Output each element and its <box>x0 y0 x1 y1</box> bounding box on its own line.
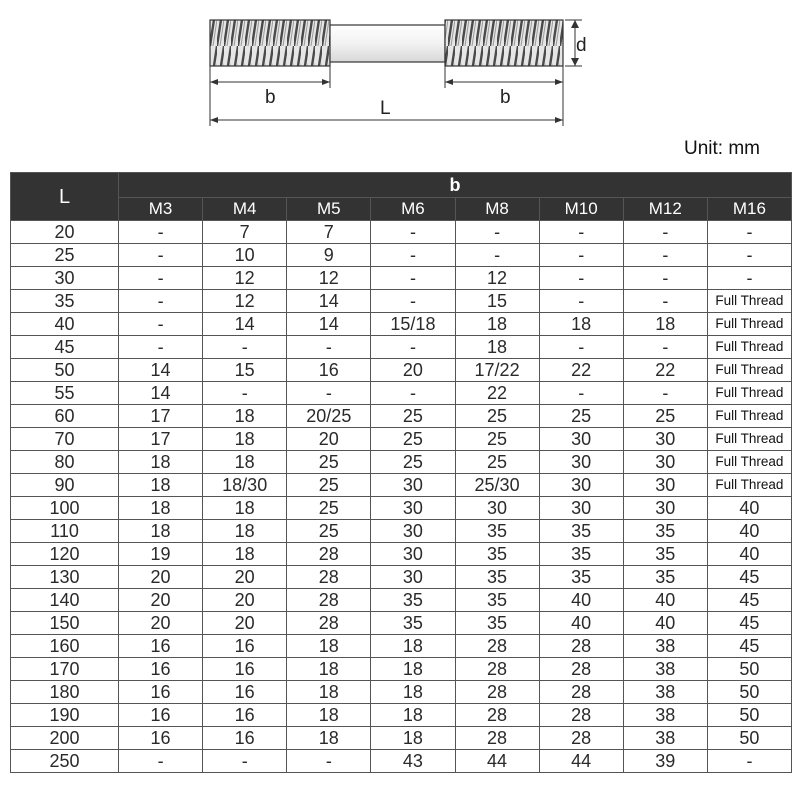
thread-length-cell: - <box>623 267 707 290</box>
table-row <box>11 566 792 589</box>
thread-length-cell: - <box>119 244 203 267</box>
length-cell: 130 <box>11 566 119 589</box>
L-label: L <box>380 98 391 119</box>
table-row <box>11 428 792 451</box>
table-row <box>11 727 792 750</box>
table-row <box>11 704 792 727</box>
length-cell: 40 <box>11 313 119 336</box>
thread-length-cell: - <box>623 382 707 405</box>
length-cell: 20 <box>11 221 119 244</box>
table-row <box>11 589 792 612</box>
length-cell: 35 <box>11 290 119 313</box>
thread-length-cell: 16 <box>119 658 203 681</box>
thread-length-cell: - <box>119 313 203 336</box>
thread-length-cell: 16 <box>203 727 287 750</box>
thread-length-cell: 38 <box>623 704 707 727</box>
thread-length-cell: 16 <box>119 727 203 750</box>
thread-length-cell: 18 <box>287 727 371 750</box>
length-cell: 140 <box>11 589 119 612</box>
thread-length-cell: 25 <box>287 451 371 474</box>
thread-length-cell: 18 <box>203 543 287 566</box>
length-cell: 170 <box>11 658 119 681</box>
thread-length-cell: 15 <box>203 359 287 382</box>
thread-length-cell: 18 <box>371 681 455 704</box>
thread-length-cell: Full Thread <box>707 336 791 359</box>
spec-table <box>10 172 792 773</box>
thread-length-cell: - <box>707 267 791 290</box>
thread-length-cell: 12 <box>203 267 287 290</box>
thread-length-cell: 28 <box>539 727 623 750</box>
thread-length-cell: 18 <box>539 313 623 336</box>
size-header-m10: M10 <box>539 198 623 221</box>
length-cell: 180 <box>11 681 119 704</box>
length-cell: 120 <box>11 543 119 566</box>
thread-length-cell: 40 <box>707 497 791 520</box>
table-row <box>11 267 792 290</box>
thread-length-cell: 28 <box>287 543 371 566</box>
thread-length-cell: 30 <box>371 543 455 566</box>
thread-length-cell: 40 <box>623 589 707 612</box>
thread-length-cell: 18 <box>119 474 203 497</box>
thread-length-cell: 43 <box>371 750 455 773</box>
thread-length-cell: 18 <box>203 405 287 428</box>
thread-length-cell: 28 <box>287 612 371 635</box>
thread-length-cell: - <box>119 750 203 773</box>
thread-length-cell: - <box>119 336 203 359</box>
thread-length-cell: 25 <box>455 428 539 451</box>
thread-length-cell: 16 <box>119 681 203 704</box>
thread-length-cell: 18 <box>287 635 371 658</box>
thread-length-cell: 16 <box>203 658 287 681</box>
length-cell: 90 <box>11 474 119 497</box>
thread-length-cell: 20 <box>119 566 203 589</box>
thread-length-cell: 14 <box>203 313 287 336</box>
thread-length-cell: 12 <box>287 267 371 290</box>
thread-length-cell: 35 <box>455 520 539 543</box>
table-row <box>11 382 792 405</box>
thread-length-cell: 30 <box>623 497 707 520</box>
thread-length-cell: 7 <box>203 221 287 244</box>
thread-length-cell: 18 <box>287 681 371 704</box>
thread-length-cell: 17 <box>119 428 203 451</box>
thread-length-cell: 35 <box>455 566 539 589</box>
thread-length-cell: 35 <box>623 566 707 589</box>
thread-length-cell: - <box>287 750 371 773</box>
thread-length-cell: 35 <box>455 589 539 612</box>
thread-length-cell: - <box>203 750 287 773</box>
thread-length-cell: 18 <box>455 313 539 336</box>
header-L: L <box>11 173 119 221</box>
thread-length-cell: 50 <box>707 727 791 750</box>
thread-length-cell: 14 <box>119 382 203 405</box>
thread-length-cell: - <box>707 221 791 244</box>
thread-length-cell: 20/25 <box>287 405 371 428</box>
thread-length-cell: 35 <box>623 520 707 543</box>
thread-length-cell: 28 <box>455 658 539 681</box>
length-cell: 100 <box>11 497 119 520</box>
thread-length-cell: 9 <box>287 244 371 267</box>
thread-length-cell: Full Thread <box>707 474 791 497</box>
thread-length-cell: 30 <box>623 474 707 497</box>
thread-length-cell: 28 <box>455 681 539 704</box>
thread-length-cell: 25 <box>287 497 371 520</box>
thread-length-cell: 25 <box>287 474 371 497</box>
thread-length-cell: 28 <box>539 681 623 704</box>
thread-length-cell: 20 <box>119 612 203 635</box>
length-cell: 80 <box>11 451 119 474</box>
thread-length-cell: 35 <box>539 543 623 566</box>
thread-length-cell: 35 <box>455 612 539 635</box>
length-cell: 250 <box>11 750 119 773</box>
thread-length-cell: - <box>623 244 707 267</box>
thread-length-cell: 30 <box>539 428 623 451</box>
thread-length-cell: 18 <box>371 727 455 750</box>
length-cell: 150 <box>11 612 119 635</box>
right-thread <box>445 20 563 66</box>
thread-length-cell: 45 <box>707 635 791 658</box>
table-body <box>11 221 792 773</box>
table-row <box>11 359 792 382</box>
thread-length-cell: 28 <box>455 727 539 750</box>
thread-length-cell: 30 <box>371 566 455 589</box>
thread-length-cell: 19 <box>119 543 203 566</box>
thread-length-cell: - <box>623 336 707 359</box>
thread-length-cell: 14 <box>287 290 371 313</box>
thread-length-cell: - <box>455 244 539 267</box>
thread-length-cell: 18 <box>203 497 287 520</box>
table-row <box>11 612 792 635</box>
table-row <box>11 543 792 566</box>
d-label: d <box>576 35 587 56</box>
thread-length-cell: 25 <box>455 451 539 474</box>
thread-length-cell: 18 <box>287 658 371 681</box>
thread-length-cell: 25 <box>371 405 455 428</box>
thread-length-cell: 14 <box>119 359 203 382</box>
thread-length-cell: - <box>119 221 203 244</box>
thread-length-cell: 18 <box>119 497 203 520</box>
table-row <box>11 221 792 244</box>
thread-length-cell: 30 <box>623 451 707 474</box>
thread-length-cell: - <box>707 244 791 267</box>
thread-length-cell: 35 <box>371 589 455 612</box>
thread-length-cell: 44 <box>455 750 539 773</box>
thread-length-cell: 18 <box>119 451 203 474</box>
thread-length-cell: 35 <box>539 566 623 589</box>
b-label-right: b <box>500 87 511 108</box>
thread-length-cell: - <box>371 221 455 244</box>
thread-length-cell: 30 <box>371 497 455 520</box>
thread-length-cell: 15 <box>455 290 539 313</box>
thread-length-cell: - <box>539 221 623 244</box>
thread-length-cell: 50 <box>707 681 791 704</box>
thread-length-cell: 16 <box>287 359 371 382</box>
thread-length-cell: 7 <box>287 221 371 244</box>
thread-length-cell: 45 <box>707 566 791 589</box>
thread-length-cell: 40 <box>707 520 791 543</box>
thread-length-cell: - <box>119 290 203 313</box>
thread-length-cell: 40 <box>539 612 623 635</box>
thread-length-cell: 18 <box>287 704 371 727</box>
length-cell: 160 <box>11 635 119 658</box>
thread-length-cell: 25 <box>371 451 455 474</box>
thread-length-cell: 25/30 <box>455 474 539 497</box>
thread-length-cell: 18 <box>623 313 707 336</box>
thread-length-cell: 35 <box>455 543 539 566</box>
size-header-m6: M6 <box>371 198 455 221</box>
length-cell: 55 <box>11 382 119 405</box>
thread-length-cell: 45 <box>707 589 791 612</box>
thread-length-cell: Full Thread <box>707 382 791 405</box>
table-row <box>11 750 792 773</box>
thread-length-cell: - <box>203 336 287 359</box>
thread-length-cell: 40 <box>707 543 791 566</box>
thread-length-cell: - <box>707 750 791 773</box>
thread-length-cell: 20 <box>119 589 203 612</box>
thread-length-cell: 18 <box>203 520 287 543</box>
thread-length-cell: 20 <box>371 359 455 382</box>
thread-length-cell: - <box>539 336 623 359</box>
length-cell: 70 <box>11 428 119 451</box>
thread-length-cell: 16 <box>119 635 203 658</box>
thread-length-cell: - <box>371 290 455 313</box>
size-header-m12: M12 <box>623 198 707 221</box>
thread-length-cell: Full Thread <box>707 451 791 474</box>
thread-length-cell: - <box>539 382 623 405</box>
left-thread <box>210 20 330 66</box>
size-header-m8: M8 <box>455 198 539 221</box>
thread-length-cell: Full Thread <box>707 313 791 336</box>
thread-length-cell: 35 <box>371 612 455 635</box>
thread-length-cell: - <box>539 290 623 313</box>
thread-length-cell: 38 <box>623 658 707 681</box>
thread-length-cell: 28 <box>287 589 371 612</box>
thread-length-cell: 14 <box>287 313 371 336</box>
thread-length-cell: 18 <box>371 635 455 658</box>
thread-length-cell: - <box>371 336 455 359</box>
thread-length-cell: 50 <box>707 704 791 727</box>
thread-length-cell: 28 <box>455 635 539 658</box>
thread-length-cell: 40 <box>623 612 707 635</box>
thread-length-cell: 22 <box>623 359 707 382</box>
thread-length-cell: - <box>287 336 371 359</box>
thread-length-cell: 39 <box>623 750 707 773</box>
thread-length-cell: 30 <box>539 497 623 520</box>
thread-length-cell: 30 <box>455 497 539 520</box>
thread-length-cell: 38 <box>623 727 707 750</box>
thread-length-cell: 25 <box>455 405 539 428</box>
header-b: b <box>119 173 792 198</box>
thread-length-cell: 30 <box>371 474 455 497</box>
stud-bolt-diagram <box>0 0 800 135</box>
thread-length-cell: 28 <box>539 658 623 681</box>
thread-length-cell: 16 <box>203 681 287 704</box>
thread-length-cell: 28 <box>539 704 623 727</box>
size-header-m16: M16 <box>707 198 791 221</box>
thread-length-cell: 40 <box>539 589 623 612</box>
thread-length-cell: 18 <box>203 451 287 474</box>
thread-length-cell: 30 <box>623 428 707 451</box>
thread-length-cell: 18 <box>455 336 539 359</box>
b-label-left: b <box>265 87 276 108</box>
thread-length-cell: - <box>455 221 539 244</box>
size-header-m4: M4 <box>203 198 287 221</box>
thread-length-cell: 20 <box>287 428 371 451</box>
thread-length-cell: 17 <box>119 405 203 428</box>
thread-length-cell: 30 <box>539 474 623 497</box>
thread-length-cell: - <box>371 267 455 290</box>
thread-length-cell: - <box>371 382 455 405</box>
table-row <box>11 405 792 428</box>
thread-length-cell: 35 <box>623 543 707 566</box>
thread-length-cell: 12 <box>203 290 287 313</box>
thread-length-cell: 16 <box>119 704 203 727</box>
thread-length-cell: 17/22 <box>455 359 539 382</box>
table-row <box>11 658 792 681</box>
thread-length-cell: - <box>623 290 707 313</box>
thread-length-cell: 18 <box>203 428 287 451</box>
length-cell: 45 <box>11 336 119 359</box>
thread-length-cell: Full Thread <box>707 290 791 313</box>
thread-length-cell: - <box>539 267 623 290</box>
thread-length-cell: 15/18 <box>371 313 455 336</box>
thread-length-cell: Full Thread <box>707 428 791 451</box>
thread-length-cell: 25 <box>623 405 707 428</box>
thread-length-cell: 28 <box>287 566 371 589</box>
table-row <box>11 635 792 658</box>
thread-length-cell: - <box>371 244 455 267</box>
thread-length-cell: 20 <box>203 566 287 589</box>
length-cell: 110 <box>11 520 119 543</box>
length-cell: 30 <box>11 267 119 290</box>
table-row <box>11 244 792 267</box>
thread-length-cell: 12 <box>455 267 539 290</box>
length-cell: 60 <box>11 405 119 428</box>
size-header-m5: M5 <box>287 198 371 221</box>
thread-length-cell: 18 <box>371 704 455 727</box>
thread-length-cell: 25 <box>371 428 455 451</box>
size-header-m3: M3 <box>119 198 203 221</box>
thread-length-cell: 50 <box>707 658 791 681</box>
thread-length-cell: 16 <box>203 635 287 658</box>
table-row <box>11 474 792 497</box>
thread-length-cell: 18 <box>119 520 203 543</box>
length-cell: 200 <box>11 727 119 750</box>
thread-length-cell: - <box>623 221 707 244</box>
thread-length-cell: 25 <box>287 520 371 543</box>
thread-length-cell: Full Thread <box>707 359 791 382</box>
thread-length-cell: Full Thread <box>707 405 791 428</box>
thread-length-cell: - <box>119 267 203 290</box>
thread-length-cell: 38 <box>623 635 707 658</box>
table-row <box>11 336 792 359</box>
table-row <box>11 497 792 520</box>
thread-length-cell: 10 <box>203 244 287 267</box>
thread-length-cell: - <box>287 382 371 405</box>
thread-length-cell: 20 <box>203 589 287 612</box>
length-cell: 25 <box>11 244 119 267</box>
shaft <box>330 25 445 62</box>
table-row <box>11 313 792 336</box>
thread-length-cell: 22 <box>539 359 623 382</box>
thread-length-cell: 18 <box>371 658 455 681</box>
table-row <box>11 290 792 313</box>
thread-length-cell: - <box>539 244 623 267</box>
length-cell: 50 <box>11 359 119 382</box>
thread-length-cell: 25 <box>539 405 623 428</box>
thread-length-cell: 30 <box>371 520 455 543</box>
thread-length-cell: 44 <box>539 750 623 773</box>
size-header-row <box>11 198 792 221</box>
length-cell: 190 <box>11 704 119 727</box>
thread-length-cell: 38 <box>623 681 707 704</box>
thread-length-cell: 16 <box>203 704 287 727</box>
unit-label: Unit: mm <box>684 138 760 159</box>
thread-length-cell: 20 <box>203 612 287 635</box>
thread-length-cell: 28 <box>455 704 539 727</box>
thread-length-cell: 22 <box>455 382 539 405</box>
thread-length-cell: 28 <box>539 635 623 658</box>
table-row <box>11 681 792 704</box>
thread-length-cell: - <box>203 382 287 405</box>
thread-length-cell: 35 <box>539 520 623 543</box>
thread-length-cell: 18/30 <box>203 474 287 497</box>
table-row <box>11 451 792 474</box>
thread-length-cell: 45 <box>707 612 791 635</box>
thread-length-cell: 30 <box>539 451 623 474</box>
table-row <box>11 520 792 543</box>
